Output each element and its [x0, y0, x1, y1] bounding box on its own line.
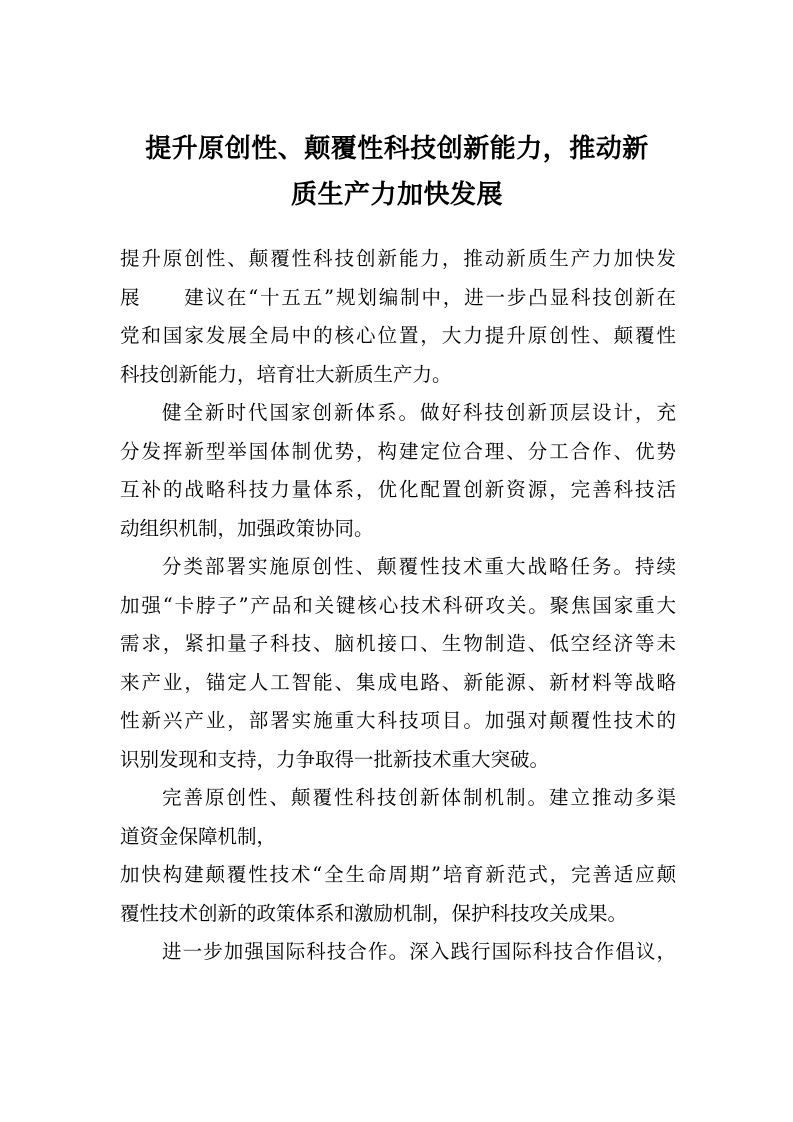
document-title	[112, 126, 682, 218]
body-line: 加快构建颠覆性技术“全生命周期”培育新范式，完善适应颠	[120, 863, 676, 886]
body-line: 分发挥新型举国体制优势，构建定位合理、分工合作、优势	[120, 439, 676, 463]
body-line: 覆性技术创新的政策体系和激励机制，保护科技攻关成果。	[120, 901, 628, 925]
body-line: 道资金保障机制，	[120, 824, 277, 848]
document-body	[120, 240, 676, 972]
body-line: 科技创新能力，培育壮大新质生产力。	[120, 362, 452, 386]
body-line: 健全新时代国家创新体系。做好科技创新顶层设计，充	[162, 401, 676, 424]
body-line: 完善原创性、颠覆性科技创新体制机制。建立推动多渠	[162, 786, 676, 809]
body-line: 党和国家发展全局中的核心位置，大力提升原创性、颠覆性	[120, 324, 676, 347]
body-line: 提升原创性、颠覆性科技创新能力，推动新质生产力加快发	[120, 247, 676, 270]
body-line: 动组织机制，加强政策协同。	[120, 516, 374, 540]
body-line: 识别发现和支持，力争取得一批新技术重大突破。	[120, 747, 550, 771]
body-line: 需求，紧扣量子科技、脑机接口、生物制造、低空经济等未	[120, 632, 676, 655]
body-line: 来产业，锚定人工智能、集成电路、新能源、新材料等战略	[120, 670, 676, 694]
title-line-2: 质生产力加快发展	[290, 180, 503, 210]
title-line-1: 提升原创性、颠覆性科技创新能力，推动新	[145, 134, 649, 164]
body-line: 加强“卡脖子”产品和关键核心技术科研攻关。聚焦国家重大	[120, 593, 676, 617]
body-line: 互补的战略科技力量体系，优化配置创新资源，完善科技活	[120, 478, 676, 501]
body-line: 进一步加强国际科技合作。深入践行国际科技合作倡议，	[162, 940, 676, 963]
body-line: 性新兴产业，部署实施重大科技项目。加强对颠覆性技术的	[120, 709, 676, 732]
body-line: 分类部署实施原创性、颠覆性技术重大战略任务。持续	[162, 555, 676, 578]
body-line: 展 建议在“十五五”规划编制中，进一步凸显科技创新在	[120, 285, 676, 309]
